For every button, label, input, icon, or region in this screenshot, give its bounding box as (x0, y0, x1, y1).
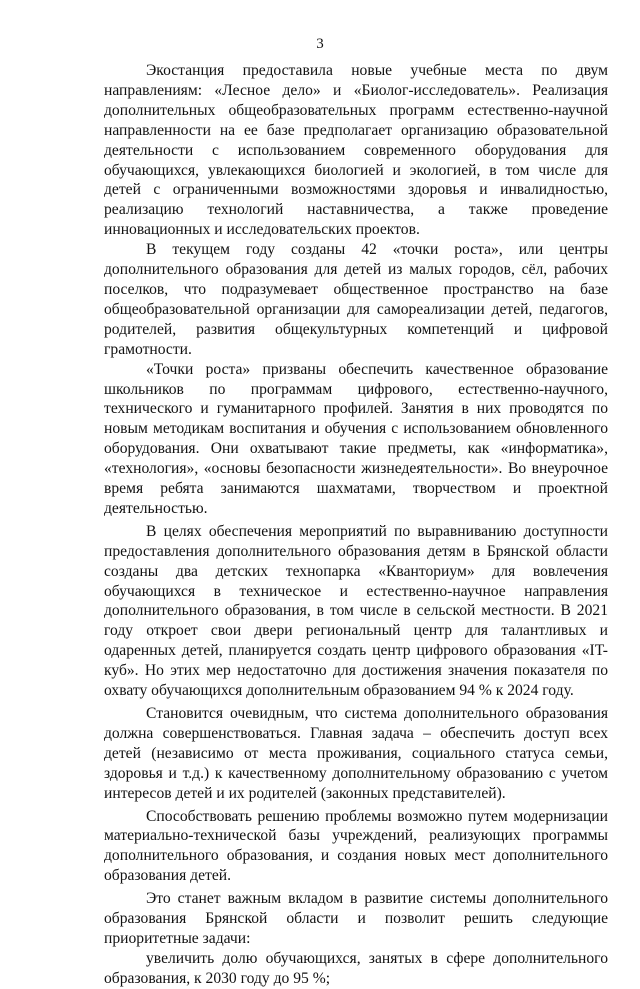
document-body (104, 61, 608, 989)
paragraph-growth-points-purpose: «Точки роста» призваны обеспечить качественное образование школьников по программам цифрового, естественно-научного, технического и гуманитарного профилей. Занятия в них проводятся по новым методикам воспитания и обучения с использованием обновленного оборудования. Они охватывают такие предметы, как «информатика», «технология», «основы безопасности жизнедеятельности». Во внеурочное время ребята занимаются шахматами, творчеством и проектной деятельностью. (104, 360, 608, 517)
paragraph-task-increase-share: увеличить долю обучающихся, занятых в сфере дополнительного образования, к 2030 году до 95 %; (104, 949, 608, 987)
paragraph-ecostation: Экостанция предоставила новые учебные места по двум направлениям: «Лесное дело» и «Биолог-исследователь». Реализация дополнительных общеобразовательных программ естественно-научной направленности на ее базе предполагает организацию образовательной деятельности с использованием современного оборудования для обучающихся, увлекающихся биологией и экологией, в том числе для детей с ограниченными возможностями здоровья и инвалидностью, реализацию технологий наставничества, а также проведение инновационных и исследовательских проектов. (104, 62, 608, 239)
page-number: 3 (316, 36, 324, 52)
paragraph-growth-points-created: В текущем году созданы 42 «точки роста», или центры дополнительного образования для детей из малых городов, сёл, рабочих поселков, что подразумевает общественное пространство на базе общеобразовательной организации для самореализации детей, педагогов, родителей, развития общекультурных компетенций и цифровой грамотности. (104, 241, 608, 358)
paragraph-system-improvement: Становится очевидным, что система дополнительного образования должна совершенствоваться. Главная задача – обеспечить доступ всех детей (независимо от места проживания, социального статуса семьи, здоровья и т.д.) к качественному дополнительному образованию с учетом интересов детей и их родителей (законных представителей). (104, 705, 608, 802)
paragraph-modernization: Способствовать решению проблемы возможно путем модернизации материально-технической базы учреждений, реализующих программы дополнительного образования, и создания новых мест дополнительного образования детей. (104, 807, 608, 885)
paragraph-kvantorium: В целях обеспечения мероприятий по выравниванию доступности предоставления дополнительного образования детям в Брянской области созданы два детских технопарка «Кванториум» для вовлечения обучающихся в техническое и естественно-научное направления дополнительного образования, в том числе в сельской местности. В 2021 году откроет свои двери региональный центр для талантливых и одаренных детей, планируется создать центр цифрового образования «IT-куб». Но этих мер недостаточно для достижения значения показателя по охвату обучающихся дополнительным образованием 94 % к 2024 году. (104, 522, 608, 700)
paragraph-priority-tasks: Это станет важным вкладом в развитие системы дополнительного образования Брянской области и позволит решить следующие приоритетные задачи: (104, 890, 608, 947)
